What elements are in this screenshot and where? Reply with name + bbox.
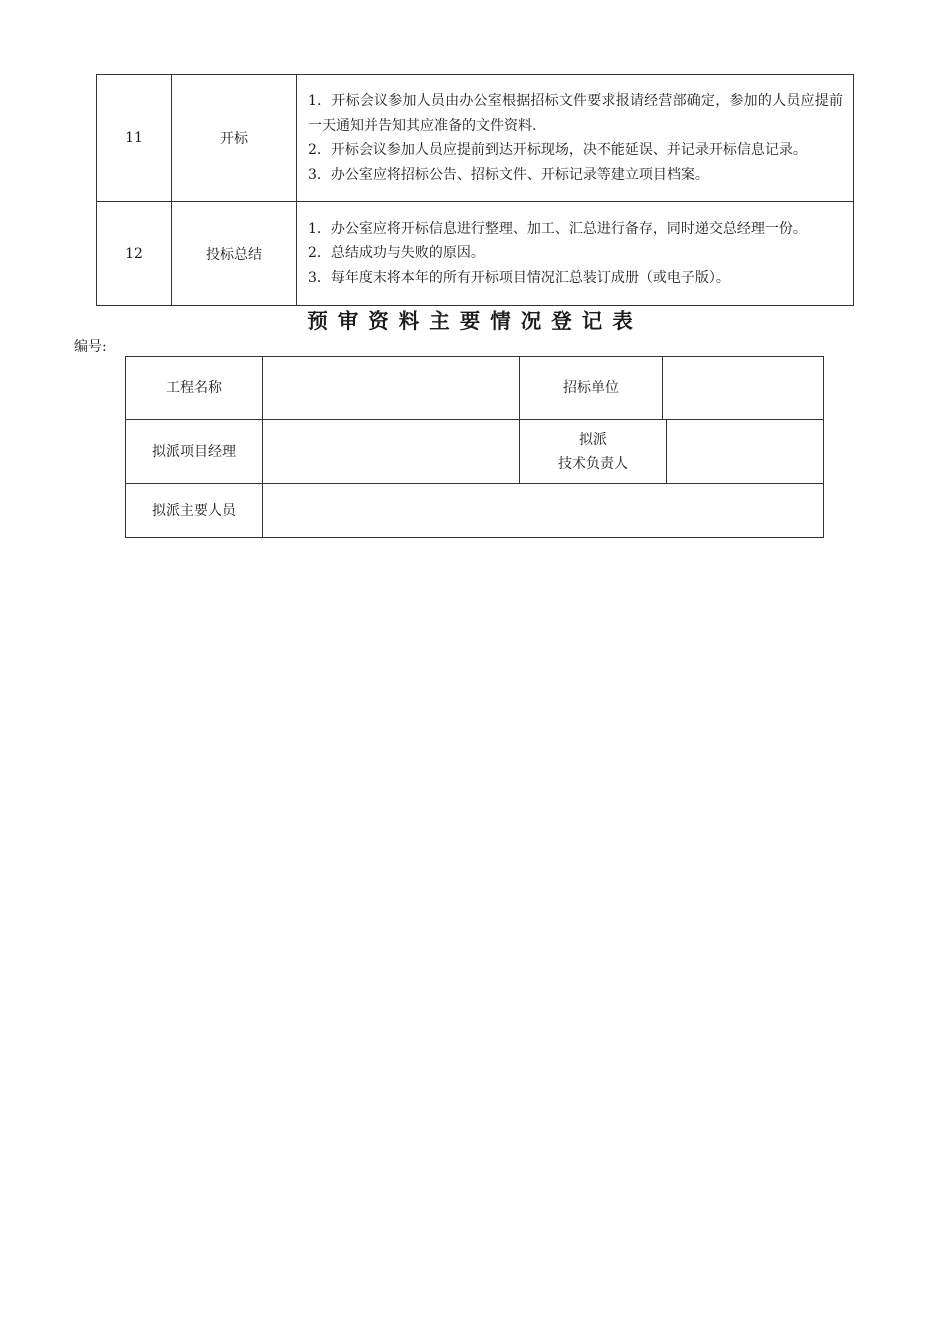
content-item: 2．开标会议参加人员应提前到达开标现场，决不能延误、并记录开标信息记录。 [308, 142, 807, 158]
row-number: 11 [97, 75, 172, 202]
content-item: 3．办公室应将招标公告、招标文件、开标记录等建立项目档案。 [308, 166, 709, 183]
content-item: 2．总结成功与失败的原因。 [308, 245, 485, 262]
row-stage: 开标 [172, 75, 297, 202]
main-staff-label: 拟派主要人员 [152, 502, 236, 519]
tech-lead-label [520, 420, 666, 483]
row-content [297, 75, 854, 202]
row-stage: 投标总结 [172, 202, 297, 306]
form-row-manager [125, 419, 824, 484]
form-row-project [125, 356, 824, 420]
tech-lead-label-line1: 拟派 [579, 431, 607, 448]
row-number: 12 [97, 202, 172, 306]
tender-unit-field[interactable] [663, 357, 823, 419]
project-manager-field[interactable] [263, 420, 519, 483]
table-row [97, 202, 854, 306]
tech-lead-field[interactable] [667, 420, 823, 483]
tender-unit-label: 招标单位 [563, 380, 619, 396]
project-name-field[interactable] [263, 357, 519, 419]
tech-lead-label-line2: 技术负责人 [558, 455, 628, 472]
main-staff-field[interactable] [263, 484, 823, 537]
process-table [96, 74, 854, 306]
content-item: 3．每年度末将本年的所有开标项目情况汇总装订成册（或电子版）。 [308, 269, 730, 286]
serial-number-label: 编号: [74, 339, 107, 355]
project-manager-label: 拟派项目经理 [152, 443, 236, 460]
table-row [97, 75, 854, 202]
form-title: 预审资料主要情况登记表 [307, 309, 643, 333]
project-name-label: 工程名称 [166, 380, 222, 396]
content-item: 1．办公室应将开标信息进行整理、加工、汇总进行备存，同时递交总经理一份。 [308, 220, 807, 237]
row-content [297, 202, 854, 306]
form-row-staff [125, 483, 824, 538]
content-item: 1．开标会议参加人员由办公室根据招标文件要求报请经营部确定，参加的人员应提前一天通知并告知其应准备的文件资料. [308, 93, 843, 134]
